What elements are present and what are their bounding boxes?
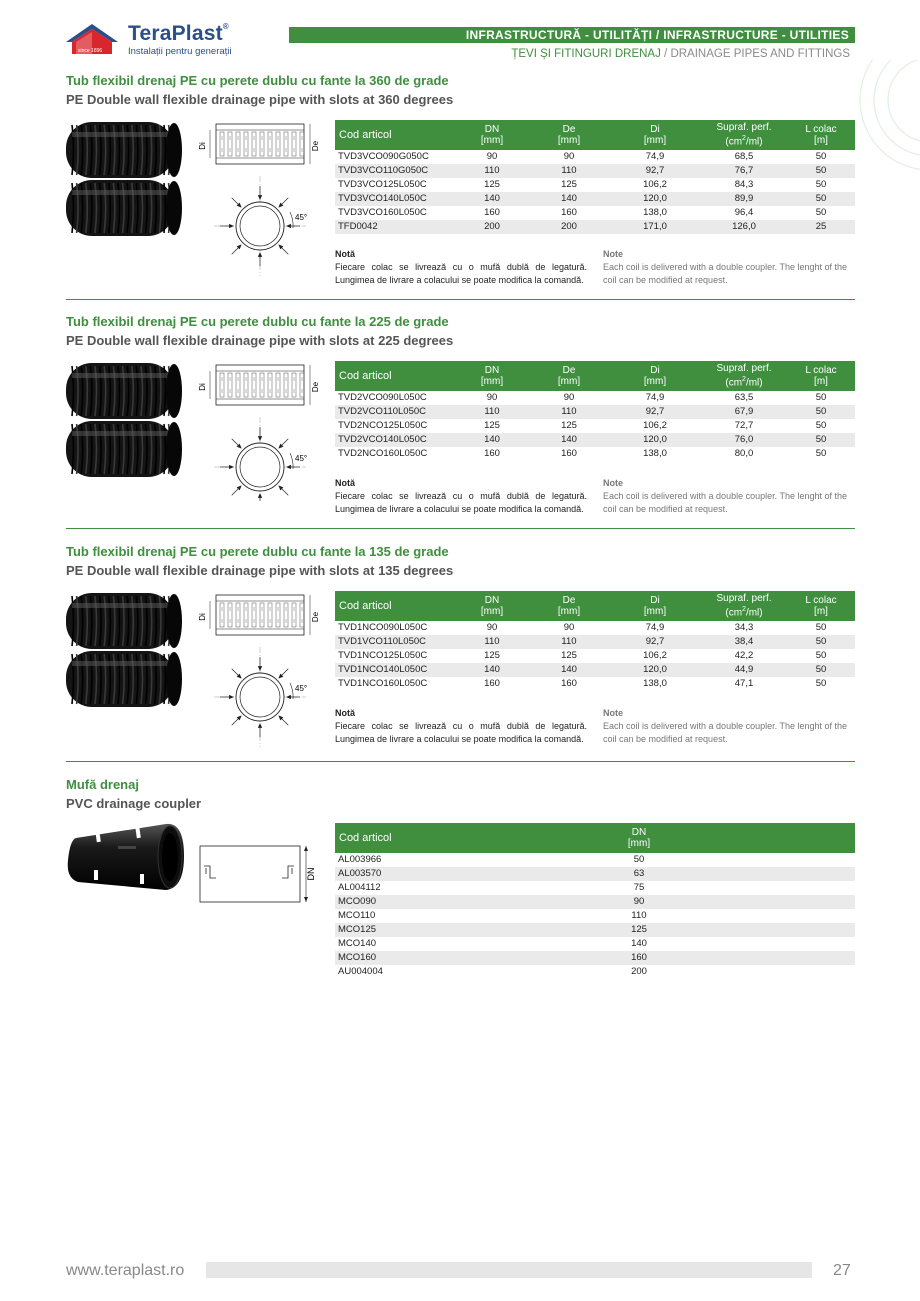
col-header-cod: Cod articol (335, 120, 455, 150)
table-cell: 42,2 (734, 650, 754, 661)
col-header-di: Di [mm] (609, 361, 701, 391)
table-row (335, 937, 855, 951)
col-header-de: De [mm] (529, 120, 609, 150)
table-row (335, 192, 855, 206)
table-cell: 120,0 (609, 433, 701, 447)
col-header-lcolac: L colac [m] (787, 591, 855, 621)
section-2-note-ro: Notă Fiecare colac se livrează cu o mufă dublă de legatură. Lungimea de livrare a colacului se poate modifica la comandă. (335, 478, 587, 514)
col-header-lcolac: L colac [m] (787, 120, 855, 150)
section-3-note-ro: Notă Fiecare colac se livrează cu o mufă dublă de legatură. Lungimea de livrare a colacului se poate modifica la comandă. (335, 708, 587, 744)
table-cell: 140 (455, 192, 529, 206)
table-cell: 92,7 (609, 405, 701, 419)
section-2-title: Tub flexibil drenaj PE cu perete dublu cu fante la 225 de grade (66, 314, 449, 329)
table-cell: 50 (815, 650, 827, 661)
table-cell: TVD1NCO090L050C (338, 622, 428, 633)
table-cell: 138,0 (643, 678, 667, 689)
table-cell: 50 (787, 405, 855, 419)
footer-url[interactable]: www.teraplast.ro (66, 1262, 185, 1279)
table-cell: 200 (631, 966, 647, 977)
section-1-subtitle: PE Double wall flexible drainage pipe with slots at 360 degrees (66, 92, 454, 107)
table-cell: 90 (486, 622, 498, 633)
di-dimension-label: Di (198, 142, 207, 150)
table-cell: 50 (815, 151, 827, 162)
col-header-dn: DN [mm] (455, 120, 529, 150)
brand-name: TeraPlast® (128, 22, 229, 45)
di-dimension-label: Di (198, 383, 207, 391)
table-cell: 140 (529, 192, 609, 206)
section-1-title: Tub flexibil drenaj PE cu perete dublu cu fante la 360 de grade (66, 73, 449, 88)
table-cell: 63,5 (734, 392, 754, 403)
section-3-table (335, 591, 855, 691)
table-row (335, 391, 855, 405)
table-cell: 90 (551, 895, 727, 909)
table-cell: 50 (787, 663, 855, 677)
table-cell: 44,9 (701, 663, 787, 677)
table-cell: MCO160 (335, 951, 551, 965)
drainage-pipe-photo (66, 589, 184, 713)
table-cell: 90 (563, 151, 575, 162)
table-row (335, 405, 855, 419)
table-cell: 96,4 (734, 207, 754, 218)
table-cell: 50 (815, 420, 827, 431)
table-cell: AL003966 (338, 854, 382, 865)
table-cell: 50 (815, 622, 827, 633)
table-cell: 50 (815, 392, 827, 403)
table-cell: 106,2 (643, 420, 667, 431)
table-cell: TVD1NCO125L050C (338, 650, 428, 661)
table-cell: 89,9 (701, 192, 787, 206)
table-cell: 92,7 (609, 164, 701, 178)
table-cell: 160 (484, 207, 500, 218)
table-cell: 74,9 (645, 622, 665, 633)
angle-label: 45° (295, 454, 308, 463)
table-cell: 138,0 (643, 207, 667, 218)
col-header-cod: Cod articol (335, 361, 455, 391)
dn-dimension-label: DN (306, 867, 316, 881)
table-cell-empty (727, 923, 855, 937)
table-row (335, 635, 855, 649)
col-header-cod: Cod articol (335, 591, 455, 621)
table-cell: 125 (484, 179, 500, 190)
table-cell: 110 (455, 405, 529, 419)
table-cell: TVD1NCO140L050C (335, 663, 455, 677)
table-cell: 80,0 (734, 448, 754, 459)
table-cell: 140 (455, 433, 529, 447)
di-dimension-label: Di (198, 613, 207, 621)
pipe-section-drawing (196, 361, 326, 501)
table-cell: AL003570 (335, 867, 551, 881)
col-header-dn: DN [mm] (455, 591, 529, 621)
angle-label: 45° (295, 213, 308, 222)
section-1-note-en: Note Each coil is delivered with a double coupler. The lenght of the coil can be modified at request. (603, 249, 847, 285)
table-cell: 120,0 (609, 663, 701, 677)
table-cell: 90 (486, 151, 498, 162)
table-cell: TFD0042 (335, 220, 455, 234)
col-header-dn: DN [mm] (551, 823, 727, 853)
table-cell: 67,9 (701, 405, 787, 419)
table-cell-empty (727, 867, 855, 881)
table-row (335, 663, 855, 677)
table-cell: 125 (561, 420, 577, 431)
table-cell-empty (727, 909, 855, 923)
coupler-title: Mufă drenaj (66, 777, 139, 792)
table-cell: 106,2 (643, 650, 667, 661)
table-cell: 160 (484, 448, 500, 459)
brand-tagline: Instalații pentru generații (128, 46, 232, 57)
col-header-empty (727, 823, 855, 853)
de-dimension-label: De (311, 611, 320, 623)
table-cell: 50 (787, 635, 855, 649)
table-row (335, 951, 855, 965)
table-cell: 50 (815, 207, 827, 218)
col-header-lcolac: L colac [m] (787, 361, 855, 391)
table-cell: 50 (815, 448, 827, 459)
table-cell: MCO125 (335, 923, 551, 937)
table-row (335, 447, 855, 461)
table-cell: 140 (529, 663, 609, 677)
section-2-table (335, 361, 855, 461)
table-cell: MCO140 (338, 938, 377, 949)
table-cell: 47,1 (734, 678, 754, 689)
table-cell: 50 (787, 192, 855, 206)
table-cell-empty (727, 881, 855, 895)
table-cell: 110 (455, 164, 529, 178)
table-cell: 110 (529, 164, 609, 178)
pipe-section-drawing (196, 120, 326, 280)
col-header-dn: DN [mm] (455, 361, 529, 391)
table-cell: AL004112 (338, 882, 381, 893)
col-header-de: De [mm] (529, 591, 609, 621)
table-cell: 138,0 (643, 448, 667, 459)
table-cell: 110 (529, 635, 609, 649)
section-3-title: Tub flexibil drenaj PE cu perete dublu cu fante la 135 de grade (66, 544, 449, 559)
table-cell: 76,0 (701, 433, 787, 447)
col-header-cod: Cod articol (335, 823, 551, 853)
table-cell: TVD3VCO110G050C (335, 164, 455, 178)
table-cell: 125 (561, 179, 577, 190)
footer-bar (206, 1262, 812, 1278)
table-row (335, 206, 855, 220)
section-divider (66, 761, 855, 762)
table-row (335, 433, 855, 447)
table-cell-empty (727, 895, 855, 909)
table-cell: 34,3 (734, 622, 754, 633)
table-row (335, 895, 855, 909)
table-row (335, 677, 855, 691)
table-cell: 50 (815, 678, 827, 689)
table-cell: 74,9 (645, 392, 665, 403)
section-2-note-en: Note Each coil is delivered with a double coupler. The lenght of the coil can be modified at request. (603, 478, 847, 514)
table-row (335, 621, 855, 635)
table-cell-empty (727, 965, 855, 979)
table-cell: TVD2VCO090L050C (338, 392, 427, 403)
section-divider (66, 528, 855, 529)
table-cell: 90 (563, 392, 575, 403)
table-row (335, 178, 855, 192)
table-cell: MCO090 (335, 895, 551, 909)
table-cell: 140 (631, 938, 647, 949)
section-1-table (335, 120, 855, 234)
table-cell: TVD2NCO125L050C (338, 420, 428, 431)
table-cell: 106,2 (643, 179, 667, 190)
table-cell: TVD1NCO160L050C (338, 678, 428, 689)
table-row (335, 419, 855, 433)
table-row (335, 909, 855, 923)
coupler-drawing (198, 844, 322, 904)
table-cell-empty (727, 853, 855, 867)
category-bar: INFRASTRUCTURĂ - UTILITĂȚI / INFRASTRUCTURE - UTILITIES (289, 27, 855, 43)
col-header-di: Di [mm] (609, 591, 701, 621)
table-cell: 50 (815, 179, 827, 190)
table-cell: 160 (484, 678, 500, 689)
section-3-subtitle: PE Double wall flexible drainage pipe with slots at 135 degrees (66, 563, 454, 578)
page-number: 27 (833, 1262, 851, 1279)
table-cell: 76,7 (701, 164, 787, 178)
table-row (335, 867, 855, 881)
table-row (335, 164, 855, 178)
table-cell: TVD2NCO160L050C (338, 448, 428, 459)
table-cell: 171,0 (609, 220, 701, 234)
table-row (335, 881, 855, 895)
table-cell: MCO110 (338, 910, 376, 921)
table-cell: TVD2VCO110L050C (335, 405, 455, 419)
de-dimension-label: De (311, 381, 320, 393)
teraplast-logo (64, 22, 244, 58)
table-cell: 50 (787, 164, 855, 178)
table-cell: 63 (551, 867, 727, 881)
table-cell: 140 (455, 663, 529, 677)
table-cell: AU004004 (338, 966, 383, 977)
section-3-note-en: Note Each coil is delivered with a double coupler. The lenght of the coil can be modified at request. (603, 708, 847, 744)
table-cell: 72,7 (734, 420, 754, 431)
table-row (335, 150, 855, 164)
table-row (335, 649, 855, 663)
table-cell: 125 (551, 923, 727, 937)
table-cell: 90 (486, 392, 498, 403)
table-cell: 125 (561, 650, 577, 661)
table-row (335, 965, 855, 979)
section-2-subtitle: PE Double wall flexible drainage pipe with slots at 225 degrees (66, 333, 454, 348)
table-cell: 125 (484, 650, 500, 661)
table-cell: TVD2VCO140L050C (335, 433, 455, 447)
table-cell: 68,5 (734, 151, 754, 162)
pipe-section-drawing (196, 591, 326, 747)
table-cell: 160 (561, 448, 577, 459)
table-cell: 160 (561, 678, 577, 689)
table-row (335, 853, 855, 867)
table-cell: TVD3VCO160L050C (338, 207, 427, 218)
table-row (335, 220, 855, 234)
section-divider (66, 299, 855, 300)
table-cell: 50 (633, 854, 645, 865)
table-cell-empty (727, 951, 855, 965)
coupler-subtitle: PVC drainage coupler (66, 796, 202, 811)
angle-label: 45° (295, 684, 308, 693)
coupler-table (335, 823, 855, 979)
table-cell: 120,0 (609, 192, 701, 206)
table-cell: 160 (551, 951, 727, 965)
table-cell: 110 (529, 405, 609, 419)
col-header-de: De [mm] (529, 361, 609, 391)
table-cell: 160 (561, 207, 577, 218)
col-header-supraf: Supraf. perf. $(cm^2/ml)$ (701, 120, 787, 150)
table-cell: 92,7 (609, 635, 701, 649)
table-cell: 140 (529, 433, 609, 447)
drainage-pipe-photo (66, 118, 184, 242)
de-dimension-label: De (311, 140, 320, 152)
since-label: since 1896 (78, 48, 103, 54)
table-cell: TVD3VCO140L050C (335, 192, 455, 206)
table-cell: TVD1VCO110L050C (335, 635, 455, 649)
table-cell: 200 (455, 220, 529, 234)
table-row (335, 923, 855, 937)
table-cell: 25 (787, 220, 855, 234)
table-cell: 90 (563, 622, 575, 633)
table-cell: 200 (529, 220, 609, 234)
table-cell: 110 (455, 635, 529, 649)
table-cell: 50 (787, 433, 855, 447)
table-cell: 74,9 (645, 151, 665, 162)
col-header-supraf: Supraf. perf. $(cm^2/ml)$ (701, 591, 787, 621)
table-cell: 75 (633, 882, 645, 893)
table-cell: 84,3 (734, 179, 754, 190)
table-cell: 110 (631, 910, 647, 921)
col-header-di: Di [mm] (609, 120, 701, 150)
table-cell: TVD3VCO090G050C (338, 151, 429, 162)
category-subtitle: ȚEVI ȘI FITINGURI DRENAJ / DRAINAGE PIPES AND FITTINGS (511, 48, 850, 60)
table-cell: 126,0 (701, 220, 787, 234)
drainage-pipe-photo (66, 359, 184, 483)
section-1-note-ro: Notă Fiecare colac se livrează cu o mufă dublă de legatură. Lungimea de livrare a colacului se poate modifica la comandă. (335, 249, 587, 285)
table-cell: TVD3VCO125L050C (338, 179, 427, 190)
table-cell-empty (727, 937, 855, 951)
coupler-photo (66, 818, 188, 896)
table-cell: 125 (484, 420, 500, 431)
col-header-supraf: Supraf. perf. $(cm^2/ml)$ (701, 361, 787, 391)
table-cell: 38,4 (701, 635, 787, 649)
